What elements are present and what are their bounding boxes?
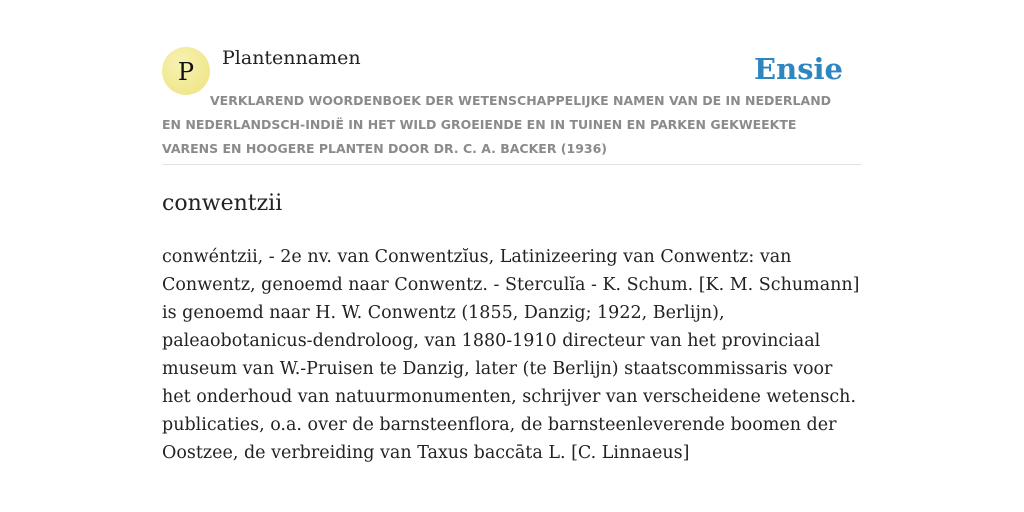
avatar[interactable] (162, 47, 210, 95)
page (162, 44, 862, 467)
entry-definition: conwéntzii, - 2e nv. van Conwentzĭus, Latinizeering van Conwentz: van Conwentz, genoemd naar Conwentz. - Sterculĭa - K. Schum. [K. M. Schumann] is genoemd naar H. W. Conwentz (1855, Danzig; 1922, Berlijn), paleaobotanicus-dendroloog, van 1880-1910 directeur van het provinciaal museum van W.-Pruisen te Danzig, later (te Berlijn) staatscommissaris voor het onderhoud van natuurmonumenten, schrijver van verscheidene wetensch. publicaties, o.a. over de barnsteenflora, de barnsteenleverende boomen der Oostzee, de verbreiding van Taxus baccāta L. [C. Linnaeus] (162, 247, 860, 463)
entry-title: conwentzii (162, 191, 283, 216)
site-header (162, 44, 862, 165)
brand-logo-link[interactable]: Ensie (754, 52, 843, 86)
dictionary-title-link[interactable]: Plantennamen (222, 47, 361, 69)
dictionary-subtitle: VERKLAREND WOORDENBOEK DER WETENSCHAPPELIJKE NAMEN VAN DE IN NEDERLAND EN NEDERLANDSCH-INDIË IN HET WILD GROEIENDE EN IN TUINEN EN PARKEN GEKWEEKTE VARENS EN HOOGERE PLANTEN DOOR DR. C. A. BACKER (1936) (162, 93, 832, 156)
avatar-letter: P (177, 57, 195, 86)
